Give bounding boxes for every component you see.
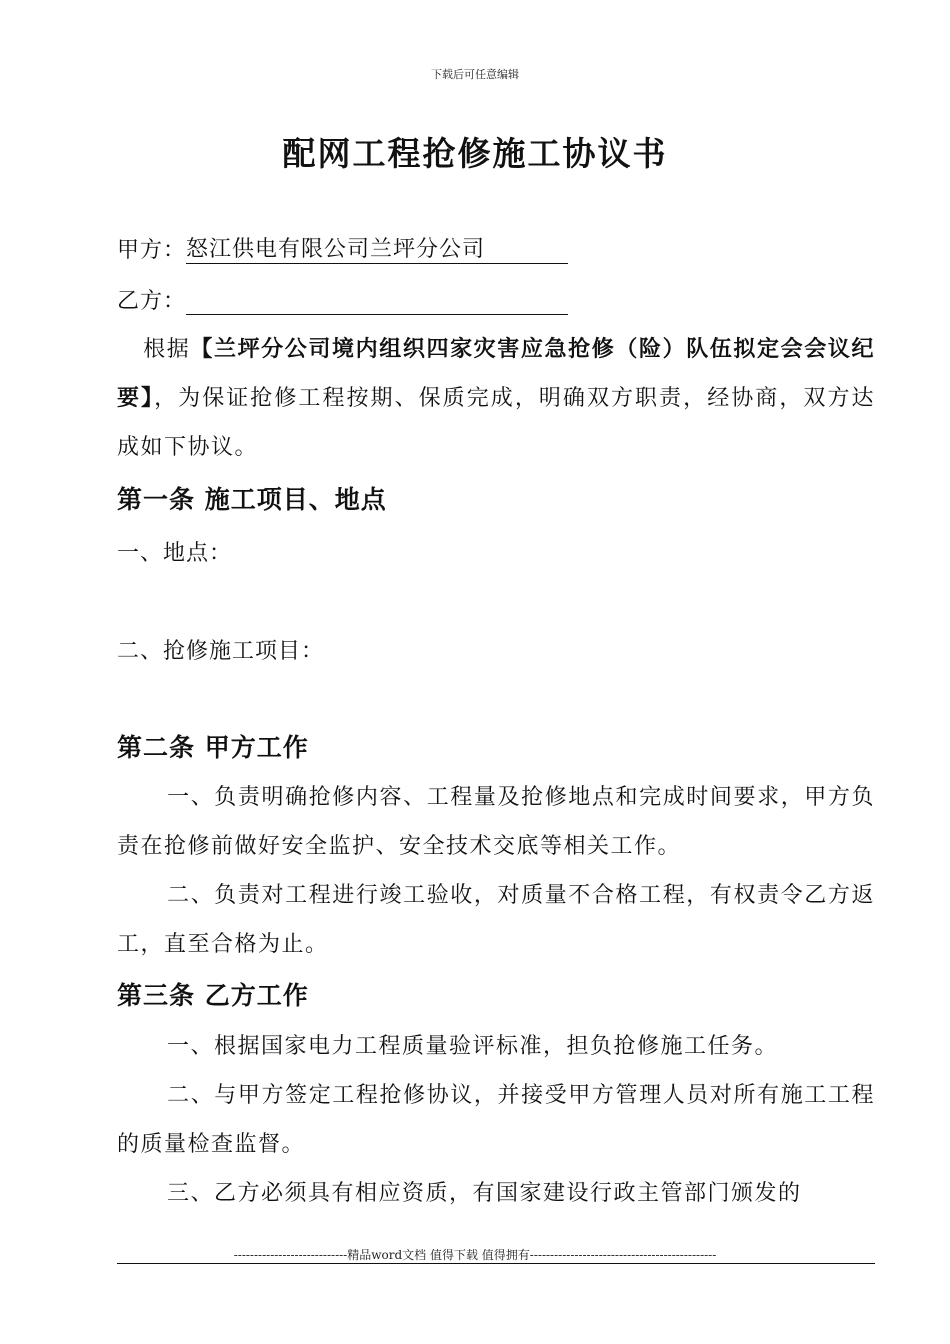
article3-heading: 第三条 乙方工作 bbox=[117, 981, 309, 1010]
intro-prefix: 根据 bbox=[143, 337, 191, 362]
article1-heading: 第一条 施工项目、地点 bbox=[117, 485, 387, 514]
article2-paragraph-1 bbox=[117, 773, 875, 871]
article3-p3-text: 三、乙方必须具有相应资质，有国家建设行政主管部门颁发的 bbox=[167, 1181, 802, 1206]
article3-p2-text: 二、与甲方签定工程抢修协议，并接受甲方管理人员对所有施工工程的质量检查监督。 bbox=[117, 1083, 875, 1157]
party-a-value: 怒江供电有限公司兰坪分公司 bbox=[186, 237, 486, 262]
article3-paragraph-2 bbox=[117, 1071, 875, 1169]
intro-suffix: ，为保证抢修工程按期、保质完成，明确双方职责，经协商，双方达成如下协议。 bbox=[117, 386, 875, 460]
header-note: 下载后可任意编辑 bbox=[431, 68, 519, 81]
article3-p1-text: 一、根据国家电力工程质量验评标准，担负抢修施工任务。 bbox=[167, 1034, 779, 1059]
footer-text: ----------------------------精品word文档 值得下载 值得拥有---------------------------------------------- bbox=[233, 1248, 717, 1262]
party-a-label: 甲方： bbox=[117, 238, 187, 263]
article2-heading: 第二条 甲方工作 bbox=[117, 733, 309, 762]
article1-item-project: 二、抢修施工项目： bbox=[117, 639, 325, 664]
party-b-field bbox=[186, 288, 568, 315]
party-b-label: 乙方： bbox=[117, 289, 187, 314]
intro-paragraph bbox=[117, 325, 875, 472]
article2-p2-text: 二、负责对工程进行竣工验收，对质量不合格工程，有权责令乙方返工，直至合格为止。 bbox=[117, 883, 875, 957]
article2-p1-text: 一、负责明确抢修内容、工程量及抢修地点和完成时间要求，甲方负责在抢修前做好安全监护、安全技术交底等相关工作。 bbox=[117, 785, 875, 859]
article1-item-location: 一、地点： bbox=[117, 541, 233, 566]
party-a-line bbox=[117, 232, 568, 264]
article3-paragraph-1 bbox=[117, 1022, 875, 1071]
article2-paragraph-2 bbox=[117, 871, 875, 969]
article3-paragraph-3 bbox=[117, 1169, 875, 1218]
document-title: 配网工程抢修施工协议书 bbox=[282, 134, 668, 173]
intro-bold-reference: 【兰坪分公司境内组织四家灾害应急抢修（险）队伍拟定会会议纪要】 bbox=[117, 336, 875, 411]
footer-rule bbox=[117, 1263, 875, 1264]
party-b-line bbox=[117, 284, 568, 315]
party-a-field bbox=[186, 232, 568, 264]
